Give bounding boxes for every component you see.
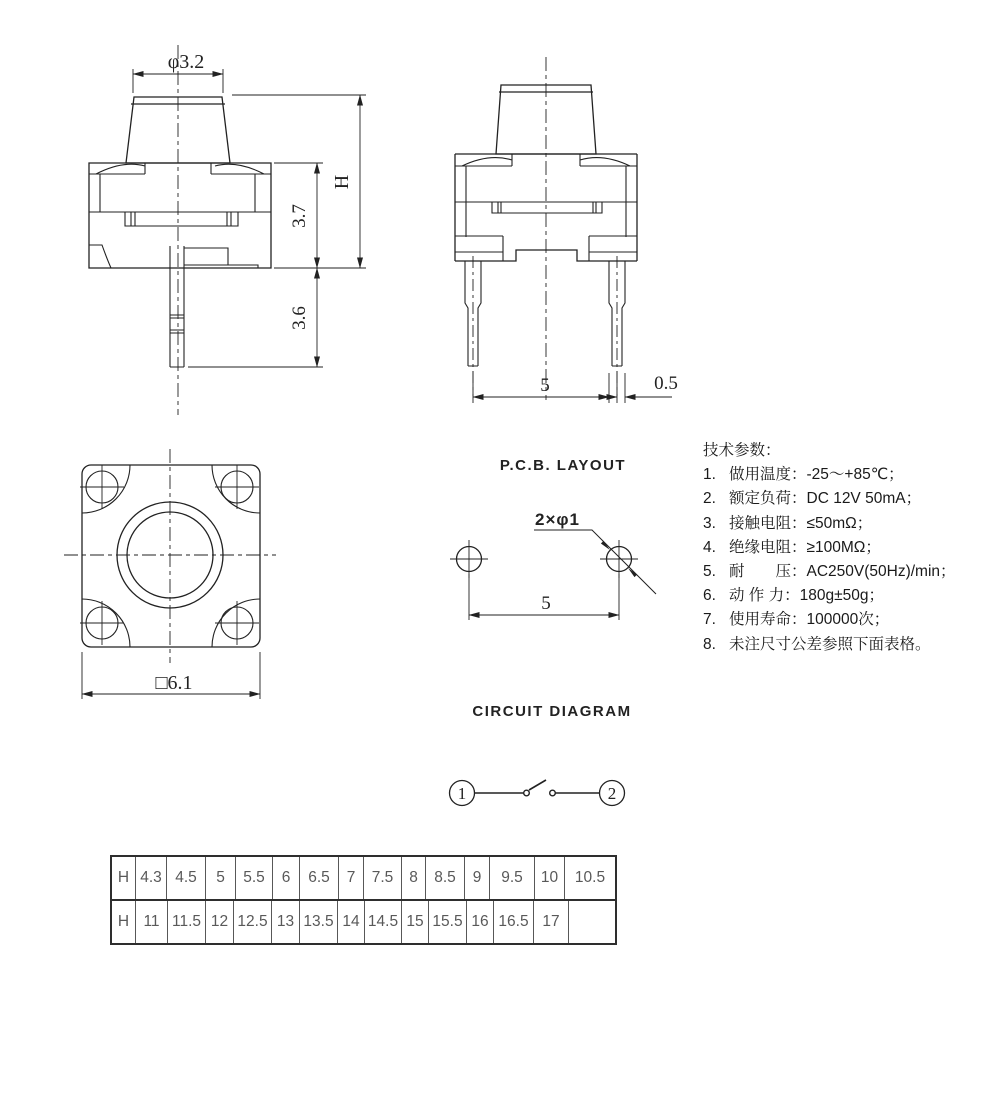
body-flange xyxy=(89,163,271,212)
switch-pivot-contact xyxy=(524,790,530,796)
side-view xyxy=(455,57,678,403)
side-dimensions xyxy=(473,371,672,403)
table-cell: 13 xyxy=(272,901,300,943)
pcb-hole-left xyxy=(450,540,488,578)
table-row xyxy=(112,857,615,901)
table-cell: H xyxy=(112,857,136,899)
table-cell: 8.5 xyxy=(426,857,465,899)
pcb-layout-title: P.C.B. LAYOUT xyxy=(499,457,627,474)
contact-plate xyxy=(125,212,238,226)
tech-param-number: 2. xyxy=(703,490,716,508)
table-cell: 6.5 xyxy=(300,857,339,899)
tech-param-item xyxy=(703,584,993,608)
tech-param-item xyxy=(703,512,993,536)
table-cell: 6 xyxy=(273,857,300,899)
pcb-hole-callout-label: 2×φ1 xyxy=(535,510,580,529)
table-cell: H xyxy=(112,901,136,943)
table-cell: 7 xyxy=(339,857,364,899)
tech-param-number: 6. xyxy=(703,587,716,605)
dim-cap-diameter-label: φ3.2 xyxy=(167,51,205,73)
tech-param-number: 3. xyxy=(703,514,716,532)
table-cell: 9.5 xyxy=(490,857,535,899)
height-table xyxy=(110,855,617,945)
corner-arcs xyxy=(82,465,260,647)
front-view xyxy=(89,45,366,415)
top-view xyxy=(64,449,276,699)
table-cell: 14.5 xyxy=(365,901,402,943)
tech-param-text: 动 作 力：180g±50g； xyxy=(729,587,884,605)
leader-arrowhead-lower xyxy=(628,568,637,577)
dim-body-width-label: □6.1 xyxy=(155,672,193,694)
tech-param-text: 使用寿命：100000次； xyxy=(729,611,890,629)
table-cell: 11 xyxy=(136,901,168,943)
extension-lines xyxy=(133,69,366,367)
table-cell: 13.5 xyxy=(300,901,338,943)
table-cell xyxy=(569,901,615,943)
tech-params-list xyxy=(703,439,993,657)
table-cell: 12.5 xyxy=(234,901,272,943)
dim-body-height-label: 3.7 xyxy=(289,204,310,228)
body-outline xyxy=(89,163,271,268)
table-cell: 4.3 xyxy=(136,857,167,899)
dim-pin-length-label: 3.6 xyxy=(289,306,310,330)
tech-param-item xyxy=(703,463,993,487)
tech-param-item xyxy=(703,536,993,560)
circuit-diagram-title: CIRCUIT DIAGRAM xyxy=(472,703,632,720)
table-cell: 15.5 xyxy=(429,901,467,943)
switch-open-contact xyxy=(550,790,556,796)
tech-param-number: 4. xyxy=(703,538,716,556)
tech-param-number: 8. xyxy=(703,635,716,653)
table-cell: 10 xyxy=(535,857,565,899)
tech-param-text: 未注尺寸公差参照下面表格。 xyxy=(729,635,931,653)
tech-param-item xyxy=(703,560,993,584)
tech-params-title: 技术参数： xyxy=(703,442,781,459)
circuit-terminal-1-label: 1 xyxy=(457,784,467,803)
body-base-detail xyxy=(89,245,258,268)
switch-lever xyxy=(529,780,546,790)
tech-param-text: 额定负荷：DC 12V 50mA； xyxy=(729,490,922,508)
pcb-layout xyxy=(450,457,656,620)
table-row xyxy=(112,901,615,943)
tech-param-number: 1. xyxy=(703,466,716,484)
tech-param-item xyxy=(703,487,993,511)
center-pin xyxy=(170,246,184,367)
centerlines xyxy=(64,449,276,663)
table-cell: 14 xyxy=(338,901,365,943)
dim-total-height-label: H xyxy=(331,174,353,190)
table-cell: 16 xyxy=(467,901,494,943)
tech-param-text: 做用温度：-25～+85℃； xyxy=(729,466,904,484)
table-cell: 5.5 xyxy=(236,857,273,899)
tech-param-text: 接触电阻：≤50mΩ； xyxy=(729,514,873,532)
table-cell: 16.5 xyxy=(494,901,534,943)
table-cell: 15 xyxy=(402,901,429,943)
tech-param-text: 耐 压：AC250V(50Hz)/min； xyxy=(729,563,956,581)
table-cell: 10.5 xyxy=(574,869,606,886)
table-cell: 8 xyxy=(402,857,426,899)
leader-arrowhead-upper xyxy=(601,541,610,550)
table-cell: 5 xyxy=(206,857,236,899)
contact-plate xyxy=(492,202,602,213)
tech-param-number: 7. xyxy=(703,611,716,629)
table-cell: 4.5 xyxy=(167,857,206,899)
circuit-diagram xyxy=(450,703,632,806)
dim-pin-spacing-label: 5 xyxy=(540,375,550,396)
tech-param-number: 5. xyxy=(703,563,716,581)
dim-pin-width-label: 0.5 xyxy=(654,373,678,394)
tech-param-text: 绝缘电阻：≥100MΩ； xyxy=(729,538,881,556)
table-cell: 12 xyxy=(206,901,234,943)
front-dimensions xyxy=(133,69,366,367)
tech-param-item xyxy=(703,633,993,657)
table-cell: 7.5 xyxy=(364,857,402,899)
pcb-hole-spacing-label: 5 xyxy=(541,593,551,614)
base-outline xyxy=(82,465,260,647)
table-cell: 11.5 xyxy=(168,901,206,943)
callout-leader xyxy=(534,530,656,594)
table-cell: 9 xyxy=(465,857,490,899)
tech-param-item xyxy=(703,608,993,632)
table-cell: 17 xyxy=(534,901,569,943)
circuit-terminal-2-label: 2 xyxy=(607,784,617,803)
